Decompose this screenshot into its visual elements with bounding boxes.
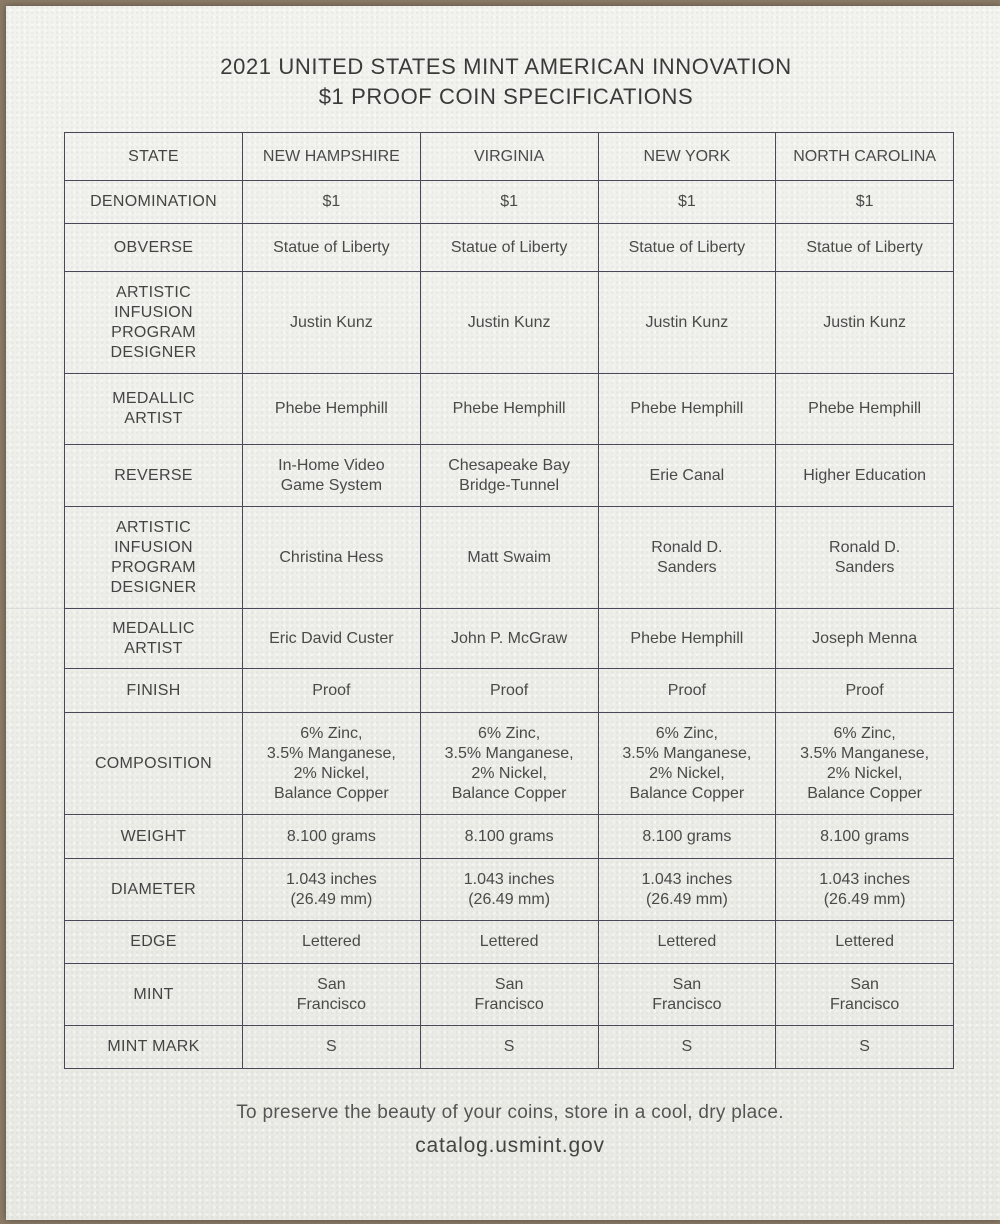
title-line-2: $1 PROOF COIN SPECIFICATIONS [318, 84, 694, 109]
value-cell [776, 669, 954, 713]
value-cell [420, 374, 598, 445]
value-cell [420, 669, 598, 713]
value-line: Ronald D. [651, 538, 723, 556]
value-line: Matt Swaim [467, 548, 551, 566]
table-row [65, 272, 954, 374]
value-cell [598, 921, 776, 964]
value-line: Statue of Liberty [273, 238, 390, 256]
row-label-line: DIAMETER [110, 880, 197, 898]
value-line: Sanders [834, 558, 895, 576]
value-line: Lettered [835, 933, 894, 950]
value-cell [598, 713, 776, 815]
catalog-url: catalog.usmint.gov [415, 1134, 605, 1157]
value-cell [243, 445, 421, 507]
value-cell [776, 815, 954, 859]
row-label-line: ARTIST [124, 639, 183, 657]
value-cell [598, 669, 776, 713]
value-line: (26.49 mm) [645, 890, 728, 908]
row-label-line: WEIGHT [120, 827, 187, 845]
value-cell [243, 964, 421, 1026]
value-line: 2% Nickel, [649, 764, 725, 782]
value-line: (26.49 mm) [290, 890, 373, 908]
row-label-line: PROGRAM [111, 323, 196, 341]
value-cell [598, 224, 776, 272]
table-row [65, 609, 954, 669]
value-line: Ronald D. [829, 538, 901, 556]
value-line: (26.49 mm) [823, 890, 906, 908]
row-label-line: ARTIST [124, 410, 183, 427]
value-cell [776, 921, 954, 964]
value-cell [243, 1026, 421, 1069]
table-row [65, 713, 954, 815]
value-line: Game System [280, 476, 383, 494]
value-cell [243, 815, 421, 859]
value-line: Phebe Hemphill [808, 400, 922, 417]
value-line: Justin Kunz [467, 313, 551, 331]
value-cell [598, 964, 776, 1026]
value-line: Bridge-Tunnel [459, 476, 560, 494]
value-line: Proof [490, 681, 529, 699]
value-line: $1 [677, 193, 696, 210]
care-note: To preserve the beauty of your coins, store in a cool, dry place. [236, 1102, 784, 1123]
value-line: 8.100 grams [464, 827, 554, 845]
value-cell [776, 374, 954, 445]
value-line: 3.5% Manganese, [800, 744, 930, 762]
value-cell [420, 507, 598, 609]
row-label-cell [65, 507, 243, 609]
value-line: 3.5% Manganese, [622, 744, 752, 762]
value-line: Balance Copper [274, 784, 389, 802]
page-title [0, 52, 1000, 112]
value-cell [420, 964, 598, 1026]
header-state-cell: VIRGINIA [420, 133, 598, 181]
value-cell [420, 859, 598, 921]
value-line: Lettered [479, 933, 539, 950]
value-line: John P. McGraw [451, 629, 568, 647]
table-row [65, 374, 954, 445]
value-line: S [681, 1038, 693, 1055]
value-cell [243, 181, 421, 224]
row-label-cell [65, 224, 243, 272]
value-cell [776, 272, 954, 374]
row-label-line: ARTISTIC [115, 283, 191, 301]
row-label-line: COMPOSITION [94, 754, 213, 772]
row-label-line: ARTISTIC [115, 518, 191, 536]
value-cell [598, 181, 776, 224]
table-row [65, 507, 954, 609]
table-row [65, 1026, 954, 1069]
value-line: Justin Kunz [645, 313, 729, 331]
value-line: Erie Canal [649, 466, 725, 484]
value-cell [243, 921, 421, 964]
row-label-line: INFUSION [114, 303, 193, 321]
row-label-cell [65, 609, 243, 669]
value-cell [420, 921, 598, 964]
value-cell [598, 272, 776, 374]
value-line: San [317, 975, 346, 993]
row-label-line: OBVERSE [113, 238, 194, 256]
value-cell [598, 374, 776, 445]
value-line: San [850, 975, 879, 993]
value-line: 6% Zinc, [833, 724, 896, 742]
value-cell [776, 445, 954, 507]
value-cell [243, 507, 421, 609]
table-row [65, 224, 954, 272]
specifications-table [64, 132, 954, 1069]
table-row [65, 181, 954, 224]
value-line: S [503, 1038, 515, 1055]
value-line: In-Home Video [278, 456, 385, 474]
row-label-cell [65, 1026, 243, 1069]
value-line: Proof [667, 681, 706, 699]
value-line: Francisco [474, 995, 544, 1013]
value-line: Higher Education [803, 466, 926, 484]
value-line: 1.043 inches [463, 870, 555, 888]
value-line: Phebe Hemphill [274, 400, 388, 417]
value-line: Chesapeake Bay [448, 456, 571, 474]
row-label-cell [65, 964, 243, 1026]
value-line: Sanders [657, 558, 717, 576]
row-label-line: INFUSION [114, 538, 193, 556]
value-line: Balance Copper [807, 784, 922, 802]
value-line: $1 [500, 193, 519, 210]
value-cell [243, 374, 421, 445]
row-label-line: DENOMINATION [90, 193, 217, 210]
value-cell [776, 1026, 954, 1069]
row-label-cell [65, 374, 243, 445]
value-cell [420, 713, 598, 815]
value-line: Phebe Hemphill [630, 629, 744, 647]
value-cell [598, 445, 776, 507]
value-line: $1 [322, 193, 341, 210]
row-label-cell [65, 445, 243, 507]
value-line: 3.5% Manganese, [266, 744, 396, 762]
table-row [65, 921, 954, 964]
row-label-cell [65, 272, 243, 374]
value-cell [776, 224, 954, 272]
value-cell [243, 609, 421, 669]
value-line: Francisco [296, 995, 367, 1013]
value-line: San [672, 975, 702, 993]
value-line: 6% Zinc, [655, 724, 718, 742]
value-line: 6% Zinc, [478, 724, 541, 742]
value-line: Balance Copper [629, 784, 745, 802]
value-cell [776, 507, 954, 609]
table-row [65, 859, 954, 921]
value-line: 8.100 grams [820, 827, 910, 845]
value-cell [420, 181, 598, 224]
value-cell [598, 815, 776, 859]
value-cell [420, 445, 598, 507]
row-label-cell [65, 859, 243, 921]
row-label-line: MEDALLIC [112, 390, 195, 407]
value-cell [243, 713, 421, 815]
value-cell [420, 815, 598, 859]
value-line: Francisco [829, 995, 900, 1013]
table-row [65, 815, 954, 859]
value-line: 8.100 grams [286, 827, 376, 845]
value-line: Lettered [657, 933, 717, 950]
row-label-cell [65, 921, 243, 964]
header-label-cell: STATE [65, 133, 243, 181]
value-line: S [859, 1038, 870, 1055]
row-label-line: EDGE [130, 933, 177, 950]
value-cell [243, 224, 421, 272]
value-line: Justin Kunz [823, 313, 906, 331]
row-label-line: PROGRAM [111, 558, 196, 576]
value-line: Christina Hess [279, 548, 384, 566]
value-cell [776, 859, 954, 921]
header-state-cell: NEW HAMPSHIRE [243, 133, 421, 181]
value-line: Joseph Menna [812, 629, 918, 647]
value-line: Francisco [652, 995, 722, 1013]
value-line: 1.043 inches [641, 870, 733, 888]
value-line: 6% Zinc, [300, 724, 363, 742]
value-line: Eric David Custer [269, 629, 394, 647]
value-line: Lettered [302, 933, 361, 950]
value-line: Phebe Hemphill [452, 400, 566, 417]
value-cell [598, 1026, 776, 1069]
row-label-cell [65, 669, 243, 713]
value-cell [776, 181, 954, 224]
value-cell [420, 272, 598, 374]
row-label-line: DESIGNER [110, 343, 197, 361]
row-label-cell [65, 815, 243, 859]
value-cell [598, 507, 776, 609]
row-label-line: MINT [133, 985, 174, 1003]
value-line: 3.5% Manganese, [444, 744, 574, 762]
value-line: Justin Kunz [290, 313, 373, 331]
value-cell [243, 859, 421, 921]
value-line: San [494, 975, 524, 993]
specifications-table-body [65, 133, 954, 1069]
value-cell [420, 224, 598, 272]
value-line: Proof [845, 681, 884, 699]
value-line: (26.49 mm) [468, 890, 551, 908]
row-label-line: FINISH [126, 681, 181, 699]
row-label-line: DESIGNER [110, 578, 197, 596]
value-cell [420, 1026, 598, 1069]
value-line: 2% Nickel, [293, 764, 370, 782]
value-line: S [326, 1038, 337, 1055]
header-state-cell: NEW YORK [598, 133, 776, 181]
value-line: Balance Copper [451, 784, 567, 802]
table-row [65, 669, 954, 713]
value-cell [598, 859, 776, 921]
row-label-line: REVERSE [114, 466, 193, 484]
value-line: 1.043 inches [286, 870, 377, 888]
table-row [65, 445, 954, 507]
value-line: Phebe Hemphill [630, 400, 744, 417]
title-line-1: 2021 UNITED STATES MINT AMERICAN INNOVATION [220, 54, 792, 79]
table-header-row [65, 133, 954, 181]
table-row [65, 964, 954, 1026]
value-line: 2% Nickel, [826, 764, 903, 782]
value-line: 2% Nickel, [471, 764, 547, 782]
value-cell [420, 609, 598, 669]
value-cell [776, 713, 954, 815]
value-line: Statue of Liberty [806, 238, 923, 256]
value-line: Statue of Liberty [450, 238, 568, 256]
row-label-cell [65, 181, 243, 224]
value-cell [243, 669, 421, 713]
row-label-line: MEDALLIC [112, 619, 195, 637]
value-line: 8.100 grams [642, 827, 732, 845]
value-line: Proof [312, 681, 351, 699]
value-line: Statue of Liberty [628, 238, 746, 256]
row-label-cell [65, 713, 243, 815]
value-line: $1 [855, 193, 874, 210]
value-cell [776, 964, 954, 1026]
row-label-line: MINT MARK [107, 1038, 200, 1055]
value-cell [776, 609, 954, 669]
value-cell [243, 272, 421, 374]
value-cell [598, 609, 776, 669]
header-state-cell: NORTH CAROLINA [776, 133, 954, 181]
value-line: 1.043 inches [819, 870, 910, 888]
